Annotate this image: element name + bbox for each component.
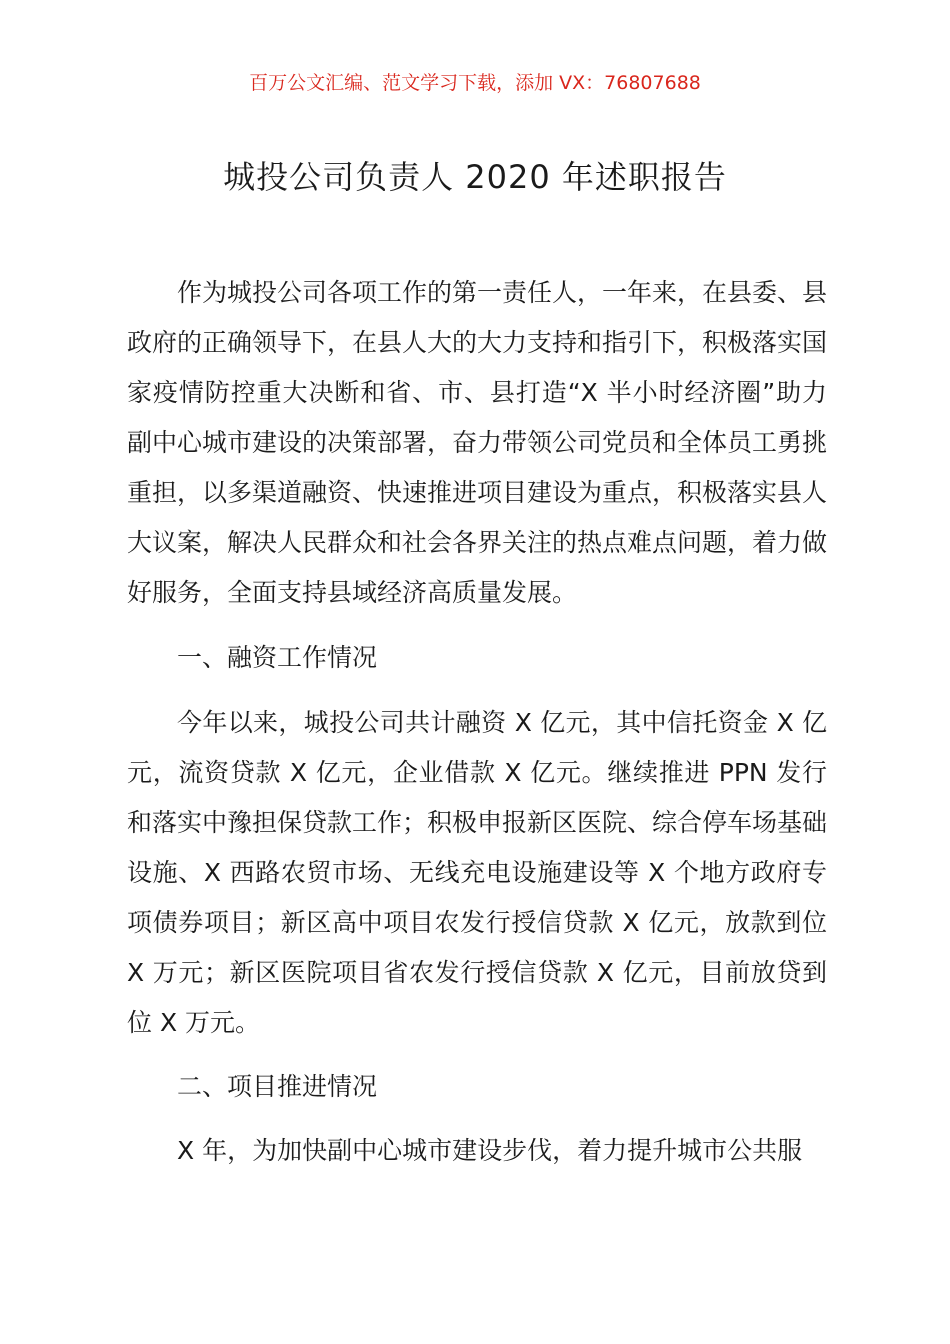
intro-paragraph: 作为城投公司各项工作的第一责任人，一年来，在县委、县政府的正确领导下，在县人大的大力支持和指引下，积极落实国家疫情防控重大决断和省、市、县打造“X 半小时经济圈”助力副中心城市建设的决策部署，奋力带领公司党员和全体员工勇挑重担，以多渠道融资、快速推进项目建设为重点，积极落实县人大议案，解决人民群众和社会各界关注的热点难点问题，着力做好服务，全面支持县域经济高质量发展。: [127, 278, 828, 607]
section-heading-financing: 一、融资工作情况: [177, 643, 378, 672]
financing-paragraph: 今年以来，城投公司共计融资 X 亿元，其中信托资金 X 亿元，流资贷款 X 亿元，企业借款 X 亿元。继续推进 PPN 发行和落实中豫担保贷款工作；积极申报新区医院、综合停车场基础设施、X 西路农贸市场、无线充电设施建设等 X 个地方政府专项债券项目；新区高中项目农发行授信贷款 X 亿元，放款到位 X 万元；新区医院项目省农发行授信贷款 X 亿元，目前放贷到位 X 万元。: [127, 708, 828, 1037]
page-title: 城投公司负责人 2020 年述职报告: [223, 158, 727, 196]
projects-paragraph: X 年，为加快副中心城市建设步伐，着力提升城市公共服: [177, 1136, 803, 1165]
download-banner: 百万公文汇编、范文学习下载，添加 VX：76807688: [249, 72, 701, 94]
section-heading-projects: 二、项目推进情况: [177, 1072, 378, 1101]
